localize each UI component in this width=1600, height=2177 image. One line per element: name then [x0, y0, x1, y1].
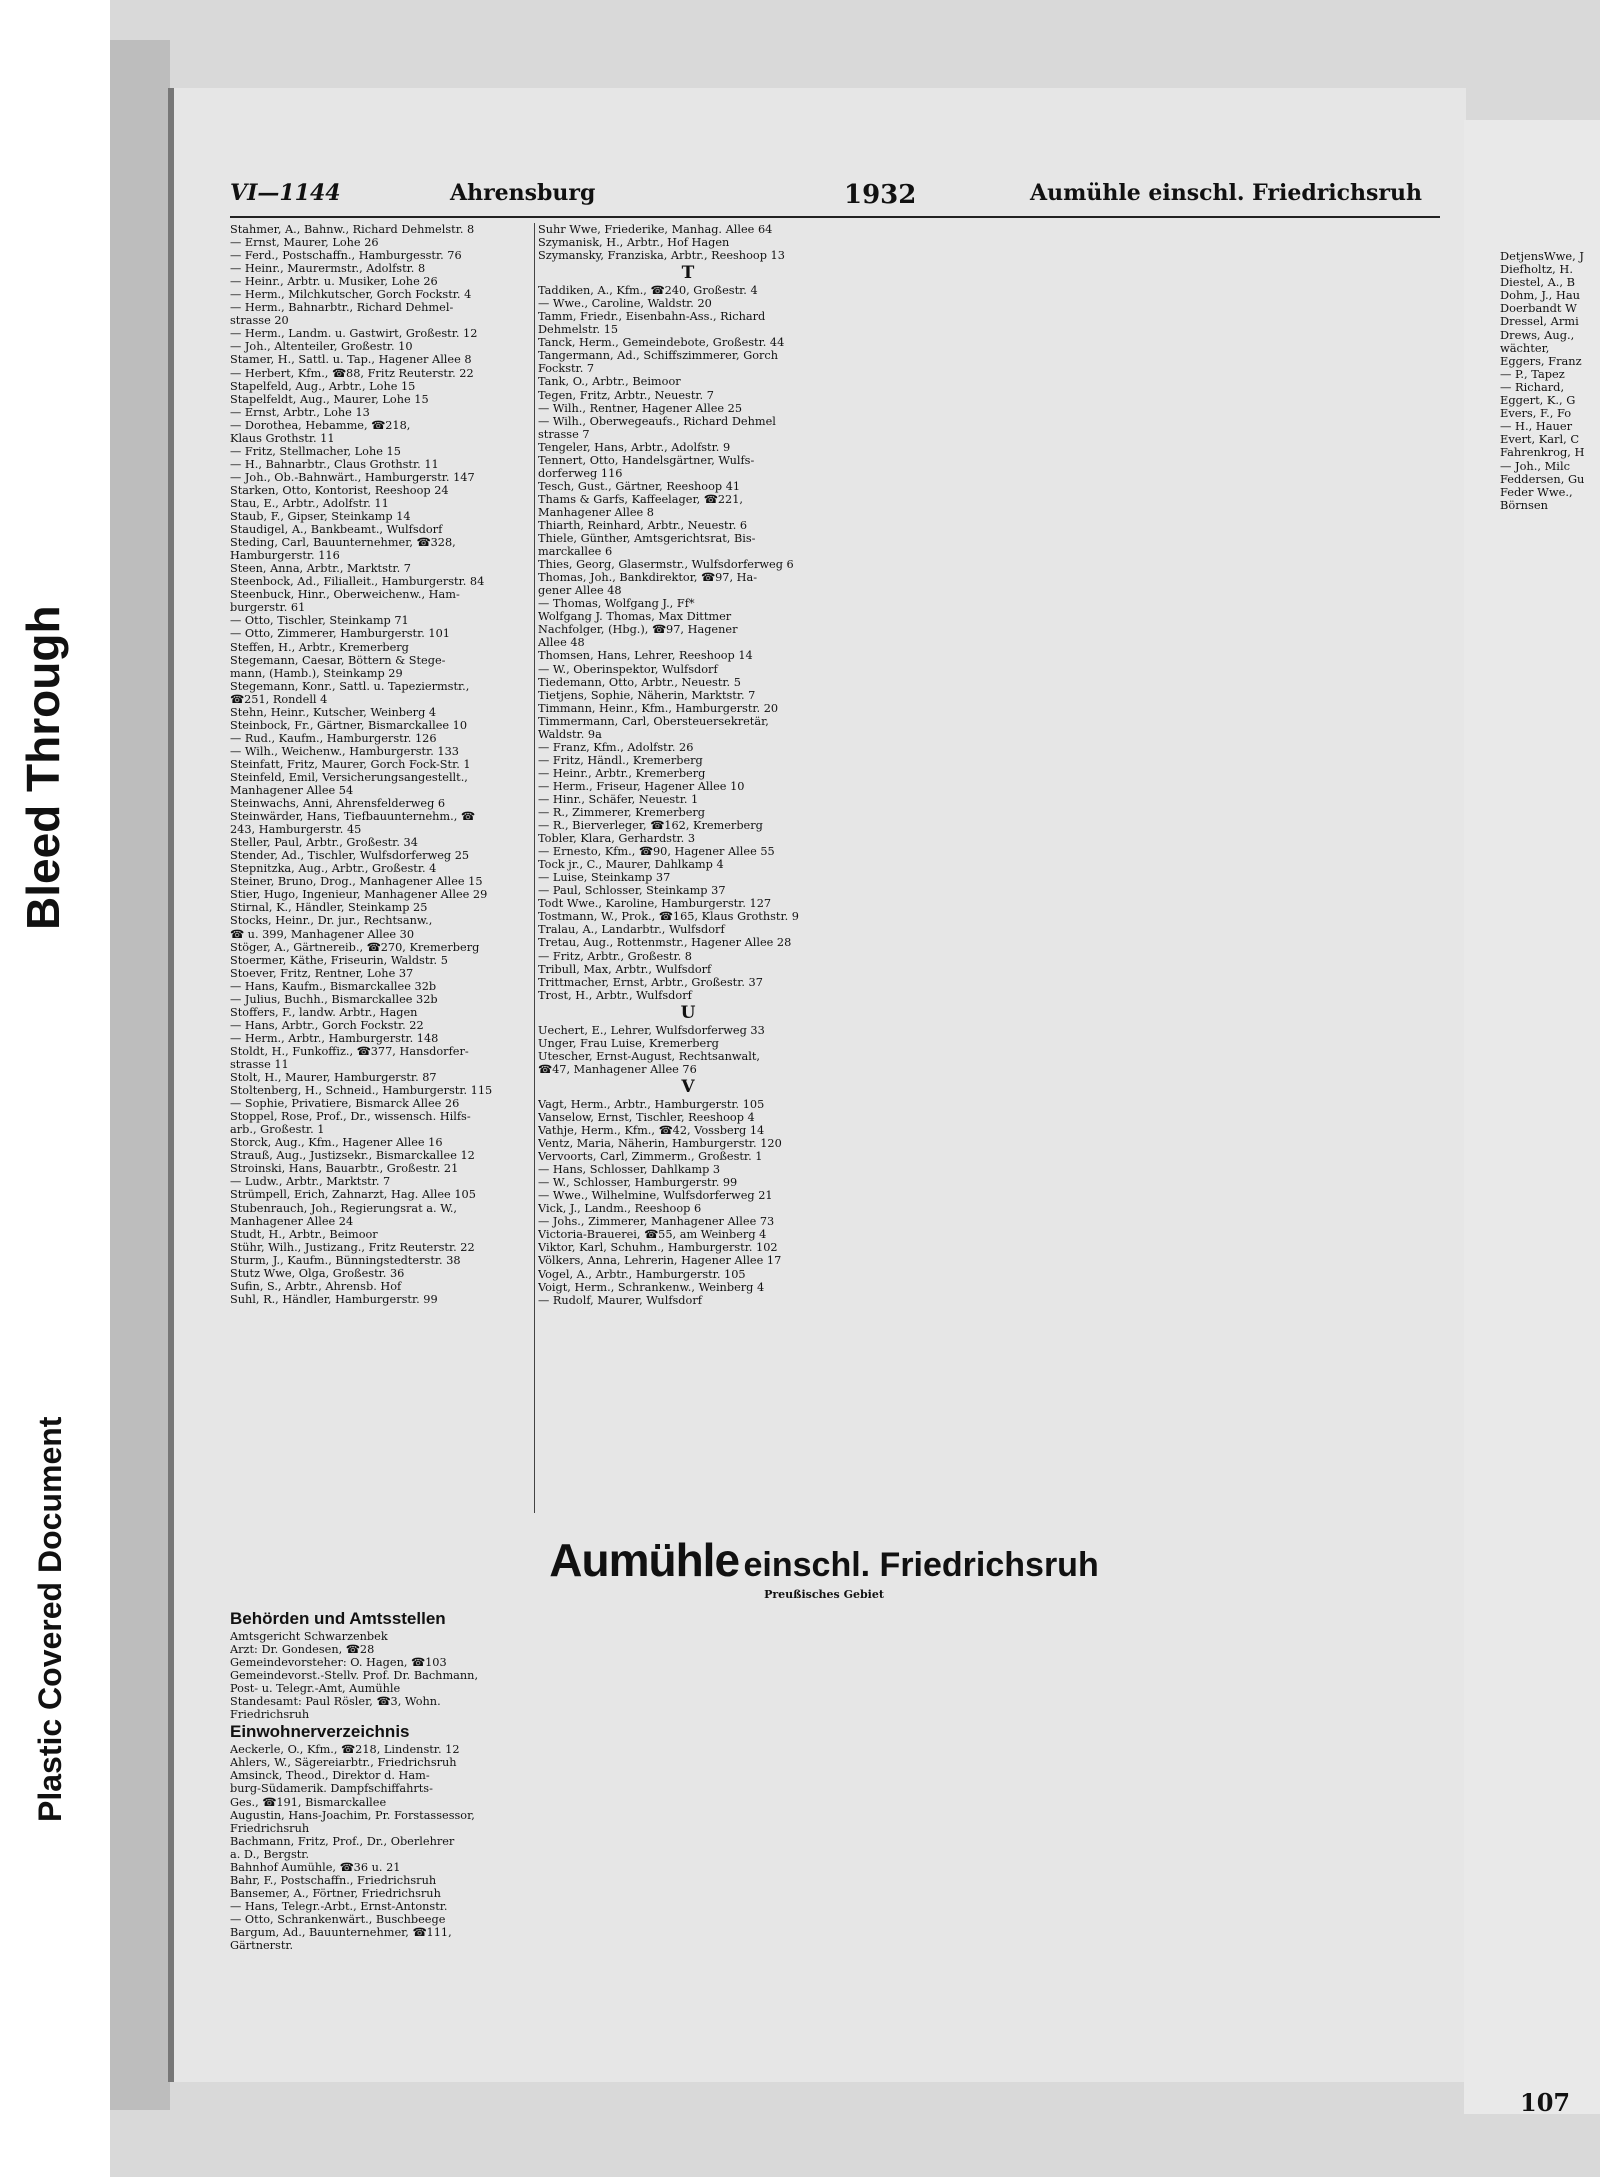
directory-entry: Tank, O., Arbtr., Beimoor [538, 375, 681, 389]
letter-heading: V [681, 1076, 695, 1097]
directory-entry: Tesch, Gust., Gärtner, Reeshoop 41 [538, 479, 741, 493]
directory-entry: Stoever, Fritz, Rentner, Lohe 37 [230, 966, 414, 980]
directory-entry: Ventz, Maria, Näherin, Hamburgerstr. 120 [538, 1137, 782, 1151]
directory-entry: — Dorothea, Hebamme, ☎218, [230, 418, 411, 432]
directory-entry: Steenbuck, Hinr., Oberweichenw., Ham- [230, 588, 460, 602]
directory-entry: Stolt, H., Maurer, Hamburgerstr. 87 [230, 1071, 437, 1085]
directory-entry: — Heinr., Maurermstr., Adolfstr. 8 [230, 262, 426, 276]
directory-entry: — Wilh., Oberwegeaufs., Richard Dehmel [538, 414, 776, 428]
directory-entry: Stoltenberg, H., Schneid., Hamburgerstr. 115 [230, 1084, 493, 1098]
directory-entry: Steinbock, Fr., Gärtner, Bismarckallee 10 [230, 718, 468, 732]
directory-entry: Waldstr. 9a [538, 727, 602, 741]
directory-entry: Tostmann, W., Prok., ☎165, Klaus Grothstr. 9 [538, 910, 799, 924]
directory-entry: Feddersen, Gu [1500, 471, 1585, 486]
directory-entry: — Fritz, Stellmacher, Lohe 15 [230, 444, 401, 458]
directory-entry: Tamm, Friedr., Eisenbahn-Ass., Richard [538, 310, 766, 324]
directory-entry: dorferweg 116 [538, 466, 623, 480]
directory-entry: Börnsen [1500, 497, 1548, 512]
page-header [230, 180, 1450, 214]
directory-entry: — Wwe., Caroline, Waldstr. 20 [538, 297, 712, 311]
directory-entry: 243, Hamburgerstr. 45 [230, 823, 362, 837]
directory-entry: Gemeindevorst.-Stellv. Prof. Dr. Bachmann, [230, 1669, 479, 1683]
directory-entry: Gemeindevorsteher: O. Hagen, ☎103 [230, 1656, 447, 1670]
directory-entry: — Wilh., Weichenw., Hamburgerstr. 133 [230, 744, 459, 758]
directory-entry: Stubenrauch, Joh., Regierungsrat a. W., [230, 1201, 458, 1215]
adjacent-page-column [1500, 250, 1600, 512]
directory-entry: strasse 20 [230, 314, 289, 328]
directory-entry: Strauß, Aug., Justizsekr., Bismarckallee 12 [230, 1149, 475, 1163]
directory-entry: Stahmer, A., Bahnw., Richard Dehmelstr. 8 [230, 223, 475, 236]
directory-entry: Eggert, K., G [1500, 393, 1576, 408]
directory-entry: Tretau, Aug., Rottenmstr., Hagener Allee 28 [538, 936, 792, 950]
directory-entry: — Franz, Kfm., Adolfstr. 26 [538, 740, 694, 754]
directory-entry: — Herm., Arbtr., Hamburgerstr. 148 [230, 1031, 439, 1045]
directory-entry: Stocks, Heinr., Dr. jur., Rechtsanw., [230, 914, 433, 928]
directory-entry: Thies, Georg, Glasermstr., Wulfsdorferweg 6 [538, 558, 794, 572]
directory-entry: — Joh., Altenteiler, Großestr. 10 [230, 340, 413, 354]
directory-entry: Fahrenkrog, H [1500, 445, 1585, 460]
directory-entry: — Paul, Schlosser, Steinkamp 37 [538, 884, 726, 898]
directory-entry: Stapelfeldt, Aug., Maurer, Lohe 15 [230, 392, 429, 406]
directory-entry: Stutz Wwe, Olga, Großestr. 36 [230, 1266, 405, 1280]
section-title [374, 1533, 1274, 1587]
directory-entry: — Otto, Schrankenwärt., Buschbeege [230, 1912, 446, 1926]
directory-entry: Nachfolger, (Hbg.), ☎97, Hagener [538, 623, 738, 637]
directory-entry: marckallee 6 [538, 545, 613, 559]
directory-entry: — Ernst, Maurer, Lohe 26 [230, 236, 379, 250]
directory-entry: Steiner, Bruno, Drog., Manhagener Allee 15 [230, 875, 483, 889]
directory-entry: Vathje, Herm., Kfm., ☎42, Vossberg 14 [538, 1124, 765, 1137]
directory-entry: — H., Hauer [1500, 419, 1573, 434]
directory-entry: — Sophie, Privatiere, Bismarck Allee 26 [230, 1097, 460, 1111]
directory-entry: Thomsen, Hans, Lehrer, Reeshoop 14 [538, 649, 753, 663]
directory-entry: Stier, Hugo, Ingenieur, Manhagener Allee 29 [230, 888, 488, 902]
directory-entry: Staub, F., Gipser, Steinkamp 14 [230, 510, 411, 524]
bleed-through-label: Bleed Through [17, 605, 69, 930]
directory-entry: Tiedemann, Otto, Arbtr., Neuestr. 5 [538, 675, 741, 689]
directory-entry: Allee 48 [538, 636, 585, 650]
directory-entry: Tobler, Klara, Gerhardstr. 3 [538, 832, 696, 846]
letter-heading: U [680, 1002, 696, 1023]
directory-entry: — Rud., Kaufm., Hamburgerstr. 126 [230, 731, 437, 745]
directory-entry: Steinfeld, Emil, Versicherungsangestellt., [230, 770, 468, 784]
directory-entry: Utescher, Ernst-August, Rechtsanwalt, [538, 1049, 760, 1063]
directory-entry: Stegemann, Caesar, Böttern & Stege- [230, 653, 446, 667]
directory-entry: — R., Bierverleger, ☎162, Kremerberg [538, 819, 763, 833]
section-subtitle: Preußisches Gebiet [764, 1588, 884, 1601]
directory-entry: Vick, J., Landm., Reeshoop 6 [538, 1202, 702, 1216]
directory-entry: Taddiken, A., Kfm., ☎240, Großestr. 4 [538, 284, 758, 298]
directory-entry: burg-Südamerik. Dampfschiffahrts- [230, 1782, 433, 1796]
directory-entry: — Herm., Bahnarbtr., Richard Dehmel- [230, 301, 454, 315]
directory-entry: Tralau, A., Landarbtr., Wulfsdorf [538, 923, 725, 937]
directory-entry: Eggers, Franz [1500, 353, 1582, 368]
page-edge [110, 40, 170, 2110]
section-heading: Behörden und Amtsstellen [230, 1609, 446, 1628]
directory-entry: Augustin, Hans-Joachim, Pr. Forstassessor, [230, 1808, 475, 1822]
directory-entry: Sturm, J., Kaufm., Bünningstedterstr. 38 [230, 1253, 461, 1267]
directory-entry: Klaus Grothstr. 11 [230, 431, 335, 445]
directory-entry: Unger, Frau Luise, Kremerberg [538, 1036, 719, 1050]
directory-entry: Tangermann, Ad., Schiffszimmerer, Gorch [538, 349, 779, 363]
directory-entry: Vogel, A., Arbtr., Hamburgerstr. 105 [538, 1267, 746, 1281]
directory-entry: — P., Tapez [1500, 366, 1565, 381]
directory-entry: Manhagener Allee 54 [230, 784, 354, 798]
directory-entry: mann, (Hamb.), Steinkamp 29 [230, 666, 403, 680]
directory-entry: Ahlers, W., Sägereiarbtr., Friedrichsruh [230, 1756, 457, 1770]
directory-entry: Steinwachs, Anni, Ahrensfelderweg 6 [230, 797, 446, 811]
directory-entry: Arzt: Dr. Gondesen, ☎28 [230, 1643, 375, 1657]
directory-entry: Diestel, A., B [1500, 275, 1576, 290]
directory-entry: Sufin, S., Arbtr., Ahrensb. Hof [230, 1279, 402, 1293]
directory-entry: Aeckerle, O., Kfm., ☎218, Lindenstr. 12 [230, 1743, 460, 1757]
directory-entry: Bahr, F., Postschaffn., Friedrichsruh [230, 1873, 437, 1887]
directory-column-1 [230, 223, 530, 1306]
directory-entry: Manhagener Allee 8 [538, 505, 654, 519]
section-heading: Einwohnerverzeichnis [230, 1722, 410, 1742]
directory-entry: — Herm., Milchkutscher, Gorch Fockstr. 4 [230, 288, 472, 302]
directory-entry: Bargum, Ad., Bauunternehmer, ☎111, [230, 1925, 452, 1939]
directory-entry: Tegen, Fritz, Arbtr., Neuestr. 7 [538, 388, 714, 402]
directory-entry: arb., Großestr. 1 [230, 1123, 325, 1137]
directory-page [168, 88, 1466, 2082]
directory-entry: Hamburgerstr. 116 [230, 549, 340, 563]
directory-entry: Starken, Otto, Kontorist, Reeshoop 24 [230, 483, 449, 497]
directory-entry: — W., Oberinspektor, Wulfsdorf [538, 662, 718, 676]
header-rule [230, 216, 1440, 218]
directory-entry: — Hinr., Schäfer, Neuestr. 1 [538, 792, 699, 806]
directory-entry: Tietjens, Sophie, Näherin, Marktstr. 7 [538, 688, 756, 702]
directory-entry: Thiele, Günther, Amtsgerichtsrat, Bis- [538, 532, 756, 546]
directory-entry: Evers, F., Fo [1500, 406, 1572, 421]
directory-entry: Trittmacher, Ernst, Arbtr., Großestr. 37 [538, 975, 763, 989]
plastic-covered-label: Plastic Covered Document [32, 1416, 68, 1822]
directory-entry: Staudigel, A., Bankbeamt., Wulfsdorf [230, 523, 443, 537]
directory-entry: strasse 7 [538, 427, 590, 441]
directory-entry: — H., Bahnarbtr., Claus Grothstr. 11 [230, 457, 439, 471]
directory-column-2 [538, 223, 838, 1307]
directory-entry: ☎251, Rondell 4 [230, 692, 328, 706]
directory-entry: Dressel, Armi [1500, 314, 1579, 329]
directory-entry: — Wwe., Wilhelmine, Wulfsdorferweg 21 [538, 1189, 773, 1203]
directory-entry: Tanck, Herm., Gemeindebote, Großestr. 44 [538, 336, 785, 350]
directory-entry: Steenbock, Ad., Filialleit., Hamburgerstr. 84 [230, 575, 485, 589]
directory-entry: Tengeler, Hans, Arbtr., Adolfstr. 9 [538, 440, 731, 454]
directory-entry: — Herm., Friseur, Hagener Allee 10 [538, 779, 745, 793]
directory-entry: burgerstr. 61 [230, 601, 306, 615]
directory-entry: Standesamt: Paul Rösler, ☎3, Wohn. [230, 1695, 441, 1709]
directory-entry: — Hans, Kaufm., Bismarckallee 32b [230, 979, 437, 993]
directory-entry: DetjensWwe, J [1500, 250, 1584, 263]
directory-entry: Stapelfeld, Aug., Arbtr., Lohe 15 [230, 379, 416, 393]
directory-entry: Tennert, Otto, Handelsgärtner, Wulfs- [538, 453, 755, 467]
directory-entry: Bachmann, Fritz, Prof., Dr., Oberlehrer [230, 1834, 455, 1848]
directory-entry: Suhl, R., Händler, Hamburgerstr. 99 [230, 1292, 438, 1306]
directory-entry: Wolfgang J. Thomas, Max Dittmer [538, 610, 732, 624]
directory-entry: Stender, Ad., Tischler, Wulfsdorferweg 25 [230, 849, 470, 863]
directory-entry: Voigt, Herm., Schrankenw., Weinberg 4 [538, 1280, 765, 1294]
directory-entry: wächter, [1500, 340, 1550, 355]
directory-entry: — Otto, Zimmerer, Hamburgerstr. 101 [230, 627, 450, 641]
directory-entry: — Heinr., Arbtr. u. Musiker, Lohe 26 [230, 275, 438, 289]
directory-entry: Storck, Aug., Kfm., Hagener Allee 16 [230, 1136, 443, 1150]
directory-entry: Stroinski, Hans, Bauarbtr., Großestr. 21 [230, 1162, 459, 1176]
directory-entry: — Rudolf, Maurer, Wulfsdorf [538, 1293, 702, 1307]
directory-entry: — Hans, Telegr.-Arbt., Ernst-Antonstr. [230, 1899, 448, 1913]
directory-entry: Vagt, Herm., Arbtr., Hamburgerstr. 105 [538, 1097, 765, 1111]
section-title-main: Aumühle [549, 1534, 740, 1586]
directory-entry: Victoria-Brauerei, ☎55, am Weinberg 4 [538, 1228, 767, 1242]
adjacent-page [1464, 120, 1600, 2114]
directory-entry: Todt Wwe., Karoline, Hamburgerstr. 127 [538, 897, 772, 911]
directory-entry: — Ludw., Arbtr., Marktstr. 7 [230, 1175, 391, 1189]
directory-entry: Stühr, Wilh., Justizang., Fritz Reuterstr. 22 [230, 1240, 475, 1254]
directory-entry: — Richard, [1500, 379, 1565, 394]
scan-sidebar [0, 0, 110, 2177]
area-heading: Aumühle einschl. Friedrichsruh [1030, 180, 1423, 206]
directory-entry: Thams & Garfs, Kaffeelager, ☎221, [538, 492, 744, 506]
directory-entry: Timmermann, Carl, Obersteuersekretär, [538, 714, 769, 728]
directory-entry: Stamer, H., Sattl. u. Tap., Hagener Allee 8 [230, 353, 472, 367]
directory-entry: gener Allee 48 [538, 584, 622, 598]
directory-entry: Thomas, Joh., Bankdirektor, ☎97, Ha- [538, 571, 758, 585]
directory-entry: Thiarth, Reinhard, Arbtr., Neuestr. 6 [538, 518, 748, 532]
directory-entry: Manhagener Allee 24 [230, 1214, 354, 1228]
directory-entry: a. D., Bergstr. [230, 1847, 310, 1861]
directory-entry: Drews, Aug., [1500, 327, 1575, 342]
directory-entry: — Hans, Arbtr., Gorch Fockstr. 22 [230, 1018, 424, 1032]
directory-entry: Friedrichsruh [230, 1821, 310, 1835]
page-number: 107 [1520, 2088, 1571, 2117]
directory-entry: — Fritz, Händl., Kremerberg [538, 753, 703, 767]
directory-entry: Stehn, Heinr., Kutscher, Weinberg 4 [230, 705, 437, 719]
directory-entry: ☎47, Manhagener Allee 76 [538, 1062, 697, 1076]
directory-entry: — Wilh., Rentner, Hagener Allee 25 [538, 401, 743, 415]
directory-entry: Stepnitzka, Aug., Arbtr., Großestr. 4 [230, 862, 437, 876]
directory-entry: Völkers, Anna, Lehrerin, Hagener Allee 17 [538, 1254, 782, 1268]
directory-entry: Trost, H., Arbtr., Wulfsdorf [538, 988, 692, 1002]
directory-entry: Feder Wwe., [1500, 484, 1573, 499]
directory-entry: — W., Schlosser, Hamburgerstr. 99 [538, 1176, 738, 1190]
directory-entry: Steinwärder, Hans, Tiefbauunternehm., ☎ [230, 810, 475, 824]
directory-entry: Stoppel, Rose, Prof., Dr., wissensch. Hilfs- [230, 1110, 471, 1124]
directory-entry: — Luise, Steinkamp 37 [538, 871, 671, 885]
directory-entry: Amtsgericht Schwarzenbek [230, 1630, 388, 1643]
directory-entry: — Joh., Ob.-Bahnwärt., Hamburgerstr. 147 [230, 470, 475, 484]
directory-entry: Stoermer, Käthe, Friseurin, Waldstr. 5 [230, 953, 448, 967]
directory-entry: Studt, H., Arbtr., Beimoor [230, 1227, 378, 1241]
directory-entry: — Heinr., Arbtr., Kremerberg [538, 766, 706, 780]
directory-entry: Steinfatt, Fritz, Maurer, Gorch Fock-Str. 1 [230, 757, 471, 771]
directory-entry: strasse 11 [230, 1058, 289, 1071]
directory-entry: Szymansky, Franziska, Arbtr., Reeshoop 13 [538, 249, 785, 263]
directory-entry: Steller, Paul, Arbtr., Großestr. 34 [230, 836, 418, 850]
directory-entry: Evert, Karl, C [1500, 432, 1580, 447]
directory-entry: Dohm, J., Hau [1500, 288, 1580, 303]
directory-entry: ☎ u. 399, Manhagener Allee 30 [230, 927, 415, 941]
directory-entry: Stegemann, Konr., Sattl. u. Tapeziermstr., [230, 679, 470, 693]
directory-entry: Stöger, A., Gärtnereib., ☎270, Kremerberg [230, 940, 480, 954]
directory-entry: — Herbert, Kfm., ☎88, Fritz Reuterstr. 22 [230, 366, 474, 380]
lower-column-1 [230, 1608, 520, 1952]
directory-entry: Steen, Anna, Arbtr., Marktstr. 7 [230, 562, 411, 576]
directory-entry: — Ernesto, Kfm., ☎90, Hagener Allee 55 [538, 845, 775, 859]
directory-entry: Tock jr., C., Maurer, Dahlkamp 4 [538, 858, 724, 872]
directory-entry: Suhr Wwe, Friederike, Manhag. Allee 64 [538, 223, 773, 236]
directory-entry: Amsinck, Theod., Direktor d. Ham- [230, 1769, 430, 1783]
directory-entry: Gärtnerstr. [230, 1939, 294, 1953]
directory-entry: — R., Zimmerer, Kremerberg [538, 806, 706, 820]
directory-entry: Vanselow, Ernst, Tischler, Reeshoop 4 [538, 1110, 755, 1124]
directory-entry: — Thomas, Wolfgang J., Ff* [538, 597, 695, 611]
directory-entry: — Ernst, Arbtr., Lohe 13 [230, 405, 370, 419]
directory-entry: Szymanisk, H., Arbtr., Hof Hagen [538, 236, 730, 250]
directory-entry: Bansemer, A., Förtner, Friedrichsruh [230, 1886, 441, 1900]
directory-entry: — Julius, Buchh., Bismarckallee 32b [230, 992, 438, 1006]
directory-entry: Diefholtz, H. [1500, 262, 1573, 277]
section-title-sub: einschl. Friedrichsruh [743, 1546, 1099, 1584]
page-label: VI—1144 [230, 180, 341, 206]
directory-entry: Stau, E., Arbtr., Adolfstr. 11 [230, 496, 389, 510]
directory-entry: Fockstr. 7 [538, 362, 595, 376]
directory-entry: Stoldt, H., Funkoffiz., ☎377, Hansdorfer- [230, 1044, 469, 1058]
directory-entry: Uechert, E., Lehrer, Wulfsdorferweg 33 [538, 1023, 765, 1037]
directory-entry: Stirnal, K., Händler, Steinkamp 25 [230, 901, 428, 915]
directory-entry: Doerbandt W [1500, 301, 1577, 316]
directory-entry: Viktor, Karl, Schuhm., Hamburgerstr. 102 [538, 1241, 778, 1255]
column-divider [534, 223, 535, 1513]
town-heading: Ahrensburg [450, 180, 596, 206]
directory-entry: Post- u. Telegr.-Amt, Aumühle [230, 1682, 401, 1696]
directory-entry: Strümpell, Erich, Zahnarzt, Hag. Allee 105 [230, 1188, 476, 1202]
letter-heading: T [681, 263, 695, 284]
directory-entry: Friedrichsruh [230, 1708, 310, 1722]
directory-entry: — Ferd., Postschaffn., Hamburgesstr. 76 [230, 249, 462, 263]
directory-entry: — Herm., Landm. u. Gastwirt, Großestr. 12 [230, 327, 478, 341]
directory-entry: Stoffers, F., landw. Arbtr., Hagen [230, 1005, 418, 1019]
directory-entry: Tribull, Max, Arbtr., Wulfsdorf [538, 962, 712, 976]
directory-entry: — Fritz, Arbtr., Großestr. 8 [538, 949, 692, 963]
directory-entry: Steding, Carl, Bauunternehmer, ☎328, [230, 536, 456, 550]
directory-entry: Ges., ☎191, Bismarckallee [230, 1795, 387, 1809]
directory-entry: — Joh., Milc [1500, 458, 1570, 473]
directory-entry: — Johs., Zimmerer, Manhagener Allee 73 [538, 1215, 775, 1229]
directory-entry: Timmann, Heinr., Kfm., Hamburgerstr. 20 [538, 701, 779, 715]
directory-entry: — Hans, Schlosser, Dahlkamp 3 [538, 1163, 721, 1177]
directory-entry: Bahnhof Aumühle, ☎36 u. 21 [230, 1860, 401, 1874]
directory-entry: — Otto, Tischler, Steinkamp 71 [230, 614, 409, 628]
directory-entry: Vervoorts, Carl, Zimmerm., Großestr. 1 [538, 1150, 763, 1164]
directory-entry: Dehmelstr. 15 [538, 323, 619, 337]
year-heading: 1932 [844, 180, 917, 210]
directory-entry: Steffen, H., Arbtr., Kremerberg [230, 640, 409, 654]
